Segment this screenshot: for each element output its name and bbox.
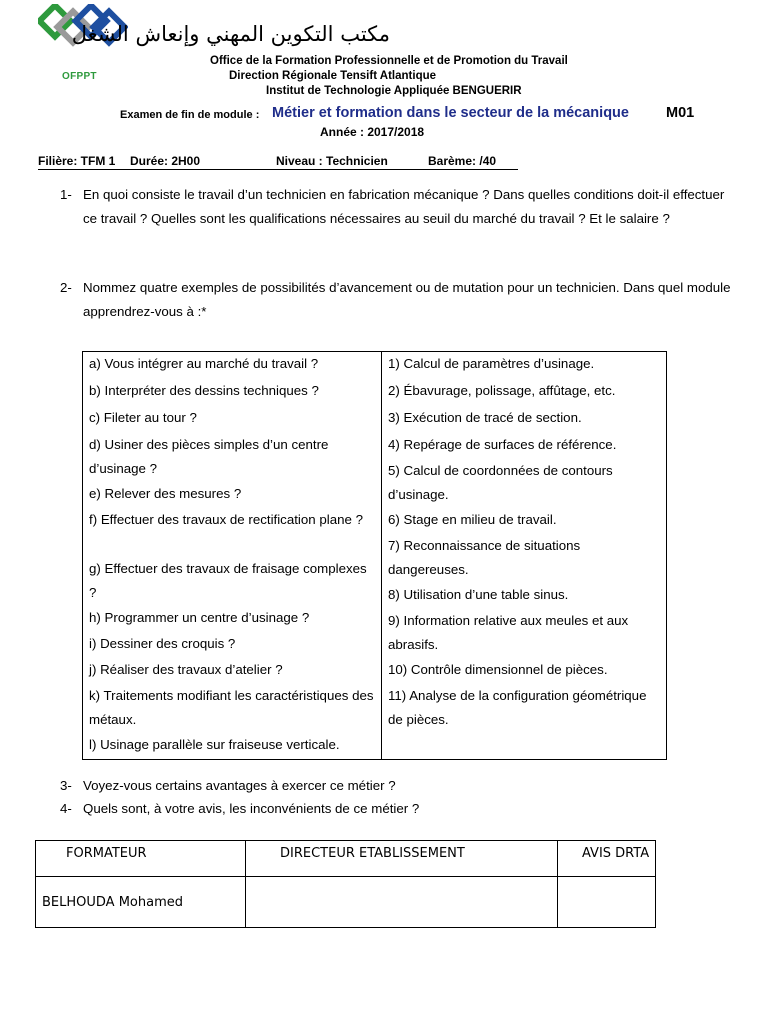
list-item: i) Dessiner des croquis ?	[89, 636, 236, 651]
list-item: 6) Stage en milieu de travail.	[388, 512, 557, 527]
directeur-signature-cell	[246, 877, 558, 928]
question-2-number: 2-	[60, 280, 72, 295]
list-item: 7) Reconnaissance de situations dangereuses.	[388, 538, 581, 577]
institution-line-1: Office de la Formation Professionnelle et de Promotion du Travail	[210, 55, 568, 67]
list-item: 2) Ébavurage, polissage, affûtage, etc.	[388, 383, 616, 398]
list-item: e) Relever des mesures ?	[89, 486, 242, 501]
list-item: 9) Information relative aux meules et aux abrasifs.	[388, 613, 629, 652]
niveau: Niveau : Technicien	[276, 154, 388, 168]
directeur-header: DIRECTEUR ETABLISSEMENT	[246, 841, 558, 877]
question-3-text: Voyez-vous certains avantages à exercer ce métier ?	[83, 778, 396, 793]
avis-drta-cell	[558, 877, 656, 928]
list-item: 1) Calcul de paramètres d’usinage.	[388, 356, 595, 371]
institution-line-2: Direction Régionale Tensift Atlantique	[229, 70, 437, 82]
modules-column	[382, 352, 667, 760]
duree: Durée: 2H00	[130, 154, 201, 168]
list-item: d) Usiner des pièces simples d’un centre d’usinage ?	[89, 437, 329, 476]
list-item: 8) Utilisation d’une table sinus.	[388, 587, 569, 602]
exam-title: Métier et formation dans le secteur de la mécanique	[272, 105, 629, 121]
matching-table	[82, 351, 667, 760]
question-3-number: 3-	[60, 778, 72, 793]
list-item: k) Traitements modifiant les caractéristiques des métaux.	[89, 688, 374, 727]
logo-text: OFPPT	[62, 71, 97, 82]
formateur-name: BELHOUDA Mohamed	[36, 877, 246, 928]
avis-drta-header: AVIS DRTA	[558, 841, 656, 877]
question-1-number: 1-	[60, 187, 72, 202]
exam-info-line	[38, 154, 518, 170]
list-item: 5) Calcul de coordonnées de contours d’usinage.	[388, 463, 613, 502]
list-item: j) Réaliser des travaux d’atelier ?	[89, 662, 283, 677]
list-item: g) Effectuer des travaux de fraisage complexes ?	[89, 561, 367, 600]
bareme: Barème: /40	[428, 154, 497, 168]
list-item: 11) Analyse de la configuration géométrique de pièces.	[388, 688, 647, 727]
list-item: c) Fileter au tour ?	[89, 410, 197, 425]
academic-year: Année : 2017/2018	[320, 125, 425, 139]
question-1-text: En quoi consiste le travail d’un technicien en fabrication mécanique ? Dans quelles conditions doit-il effectuer ce travail ? Quelles sont les qualifications nécessaires au seuil du marché du travail ? Et le salaire ?	[83, 187, 725, 226]
list-item: l) Usinage parallèle sur fraiseuse verticale.	[89, 737, 340, 752]
module-code: M01	[666, 105, 695, 121]
signature-table	[35, 840, 656, 928]
list-item: h) Programmer un centre d’usinage ?	[89, 610, 310, 625]
filiere: Filière: TFM 1	[38, 154, 116, 168]
arabic-title: مكتب التكوين المهني وإنعاش الشغل	[71, 22, 390, 46]
list-item: 10) Contrôle dimensionnel de pièces.	[388, 662, 608, 677]
list-item: f) Effectuer des travaux de rectification plane ?	[89, 512, 363, 527]
formateur-header: FORMATEUR	[36, 841, 246, 877]
question-2-text: Nommez quatre exemples de possibilités d’avancement ou de mutation pour un technicien. Dans quel module apprendrez-vous à :*	[83, 280, 731, 319]
institution-line-3: Institut de Technologie Appliquée BENGUERIR	[266, 85, 522, 97]
list-item: 4) Repérage de surfaces de référence.	[388, 437, 617, 452]
list-item: a) Vous intégrer au marché du travail ?	[89, 356, 319, 371]
exam-label: Examen de fin de module :	[120, 109, 260, 121]
list-item: 3) Exécution de tracé de section.	[388, 410, 582, 425]
question-4-number: 4-	[60, 801, 72, 816]
skills-column	[83, 352, 382, 760]
list-item: b) Interpréter des dessins techniques ?	[89, 383, 319, 398]
question-4-text: Quels sont, à votre avis, les inconvénients de ce métier ?	[83, 801, 420, 816]
